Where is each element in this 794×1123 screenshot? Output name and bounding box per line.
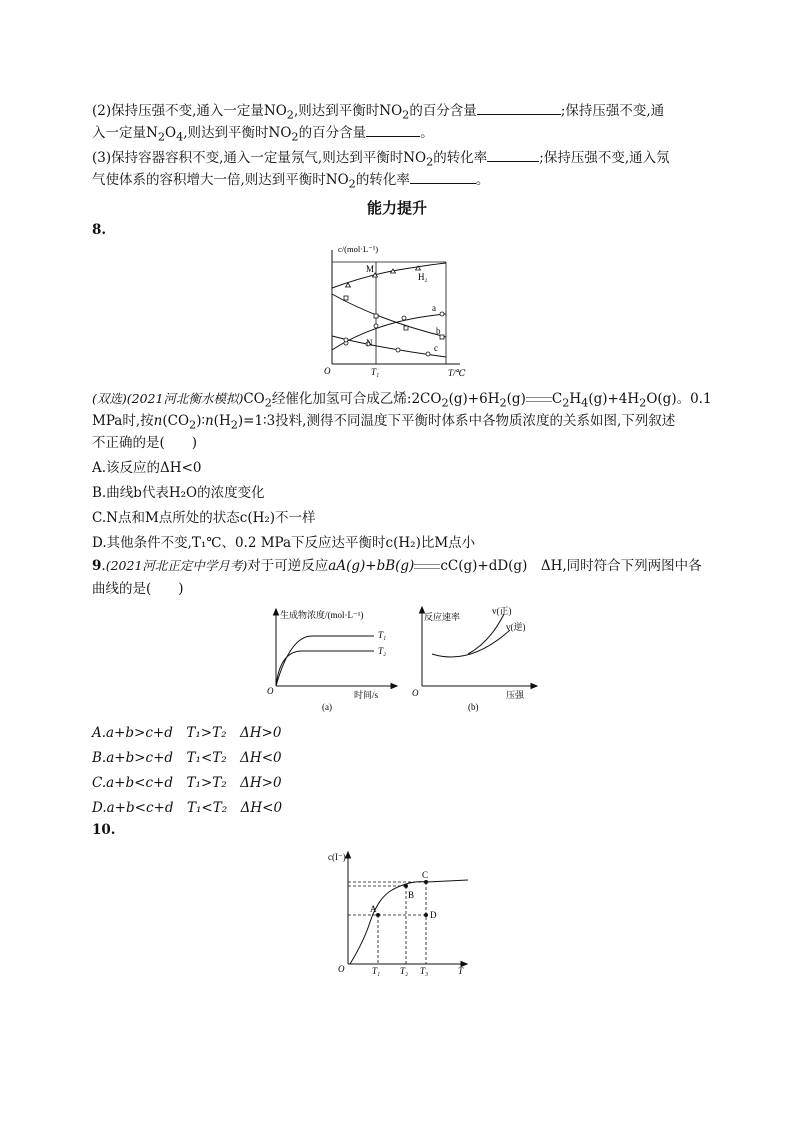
y-label: c(I⁻) [328, 852, 346, 862]
q8-option-c[interactable]: C.N点和M点所处的状态c(H₂)不一样 [92, 510, 316, 526]
curve-v-fwd [468, 614, 504, 654]
point-b [404, 884, 408, 888]
caption: (b) [468, 702, 479, 712]
q7-part2-line2: 入一定量$N_2O_4$,则达到平衡时$NO_2$的百分含量 。 [92, 122, 434, 148]
answer-blank[interactable] [366, 122, 420, 137]
label-b: B [408, 890, 415, 900]
t1-label: T₁ [372, 966, 381, 976]
t3-label: T₃ [420, 966, 429, 976]
y-label: 反应速率 [424, 612, 461, 622]
q8-option-b[interactable]: B.曲线b代表H₂O的浓度变化 [92, 485, 265, 501]
x-label: T/℃ [448, 368, 466, 378]
label-b: b [436, 326, 441, 336]
label-a: a [432, 303, 436, 313]
q8-option-d[interactable]: D.其他条件不变,T₁℃、0.2 MPa下反应达平衡时c(H₂)比M点小 [92, 535, 476, 551]
label-a: A [370, 904, 377, 914]
q8-stem-line1: (双选)(2021河北衡水模拟)$CO_2$经催化加氢可合成乙烯$:2CO_2(g)+6H_2(g)$ $C_2H_4(g)+4H_2O(g)$。0.1 [92, 391, 712, 410]
t2-label: T₂ [400, 966, 409, 976]
caption: (a) [322, 702, 332, 712]
y-label: c/(mol·L⁻¹) [338, 244, 379, 254]
point-m-label: M [366, 264, 375, 274]
q8-stem-line2: MPa时,按$n(CO_2)∶n(H_2)=1∶3$投料,测得不同温度下平衡时体系中各物质浓度的关系如图,下列叙述 [92, 413, 676, 432]
answer-blank[interactable] [477, 100, 561, 115]
x-label: T [458, 966, 464, 976]
point-d [424, 913, 428, 917]
q9-stem-line1: 9.(2021河北正定中学月考)对于可逆反应aA(g)+bB(g) cC(g)+dD(g) ΔH,同时符合下列两图中各 [92, 558, 702, 574]
origin-label: O [338, 964, 345, 974]
t1-label: T₁ [378, 630, 387, 640]
section-heading: 能力提升 [366, 199, 427, 217]
t1-label: T₁ [371, 367, 380, 377]
y-label: 生成物浓度/(mol·L⁻¹) [280, 610, 364, 620]
q9-option-a[interactable]: A.a+b>c+d T₁>T₂ ΔH>0 [92, 725, 282, 741]
q8-chart [318, 240, 468, 380]
x-label: 压强 [506, 690, 525, 700]
equilibrium-arrow-icon [526, 397, 552, 403]
q9-stem-line2: 曲线的是( ) [92, 581, 184, 597]
curve-v-rev [432, 630, 510, 657]
t2-label: T₂ [378, 646, 387, 656]
q9-figure-a [262, 606, 400, 714]
point-n-label: N [366, 338, 373, 348]
q8-number: 8. [92, 222, 107, 238]
label-c: C [422, 870, 429, 880]
curve-t1 [276, 636, 374, 686]
q9-option-d[interactable]: D.a+b<c+d T₁<T₂ ΔH<0 [92, 800, 283, 816]
label-h2: H₂ [418, 272, 428, 282]
q8-option-a[interactable]: A.该反应的ΔH<0 [92, 460, 202, 476]
q9-option-b[interactable]: B.a+b>c+d T₁<T₂ ΔH<0 [92, 750, 282, 766]
origin-label: O [267, 686, 274, 696]
answer-blank[interactable] [487, 147, 539, 162]
x-label: 时间/s [354, 690, 379, 700]
curve-t2 [276, 651, 374, 686]
label-c: c [434, 343, 438, 353]
point-a [376, 913, 380, 917]
equilibrium-arrow-icon [414, 564, 440, 570]
v-fwd-label: v(正) [492, 606, 512, 616]
label-d: D [430, 910, 437, 920]
q7-part3-line1: (3)保持容器容积不变,通入一定量氖气,则达到平衡时$NO_2$的转化率 ;保持压强不变,通入氖 [92, 147, 670, 173]
v-rev-label: v(逆) [506, 622, 526, 632]
q8-stem-line3: 不正确的是( ) [92, 435, 198, 451]
q7-part3-line2: 气使体系的容积增大一倍,则达到平衡时$NO_2$的转化率 。 [92, 169, 489, 195]
origin-label: O [412, 688, 419, 698]
q7-part2-line1: (2)保持压强不变,通入一定量$NO_2$,则达到平衡时$NO_2$的百分含量 ;保持压强不变,通 [92, 100, 664, 126]
answer-blank[interactable] [410, 169, 476, 184]
origin-label: O [324, 366, 331, 376]
q9-option-c[interactable]: C.a+b<c+d T₁>T₂ ΔH>0 [92, 775, 282, 791]
q10-number: 10. [92, 822, 116, 838]
q10-chart [322, 846, 472, 978]
point-c [424, 880, 428, 884]
q9-figure-b [410, 602, 542, 714]
